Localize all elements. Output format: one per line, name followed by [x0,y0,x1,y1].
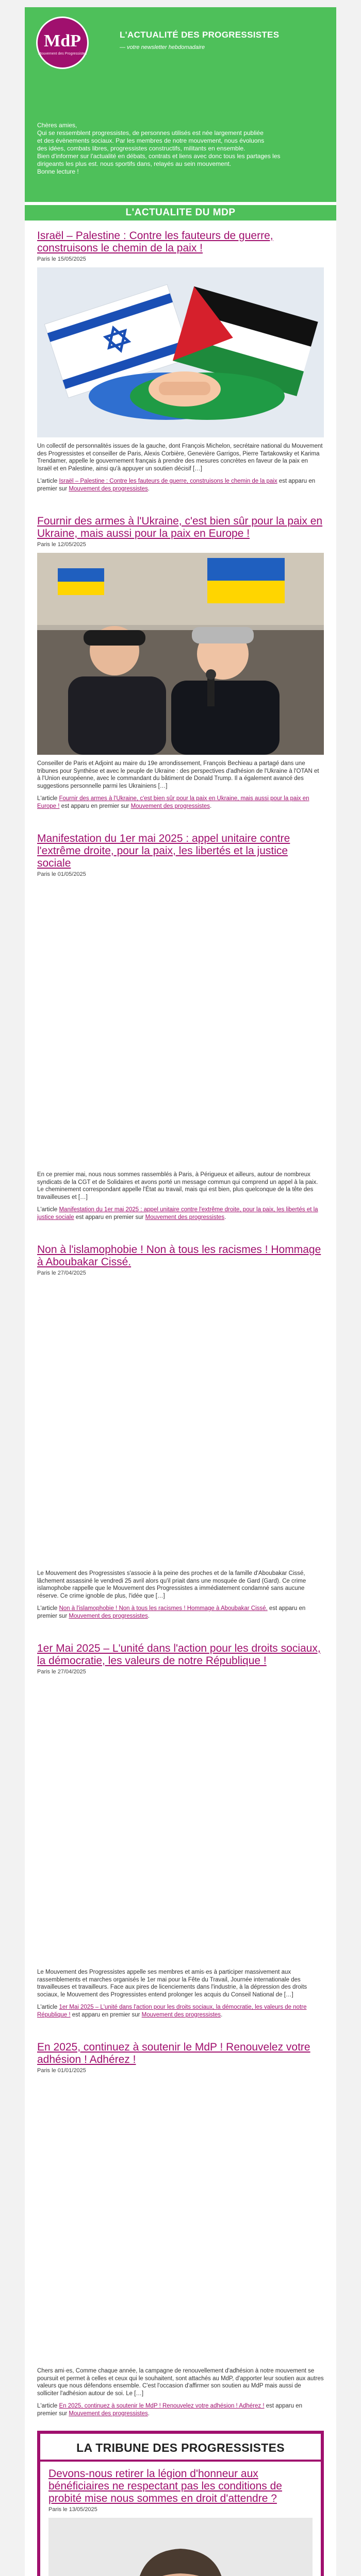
article-excerpt: Le Mouvement des Progressistes s'associe à la peine des proches et de la famille d'Aboubakar Cissé, lâchement assassiné le vendredi 25 avril alors qu'il priait dans une mosquée de Gard (Gard). Ce crime islamophobe rappelle que le Mouvement des Progressistes a immédiatement condamné sans aucune réserve. Ce crime ignoble de plus, l'idée que […] [37,1570,306,1599]
handshake-flags-image [37,267,324,437]
article-source-line [37,795,324,810]
article-excerpt: Chers ami·es, Comme chaque année, la campagne de renouvellement d'adhésion à notre mouvement se poursuit et permet à celles et ceux qui le souhaitent, sont attachés au MdP, d'apporter leur soutien aux autres valeurs que nous défendons ensemble. C'est l'occasion d'affirmer son soutien au MdP mais aussi de solliciter l'adhésion autour de soi. Le […] [37,2368,324,2397]
article-title-link[interactable]: Manifestation du 1er mai 2025 : appel unitaire contre l'extrême droite, pour la paix, les libertés et la justice sociale [37,833,290,869]
source-end: . [147,2410,150,2417]
source-prefix: L'article [37,2004,59,2010]
source-suffix: est apparu en premier sur [37,2403,303,2417]
site-link[interactable]: Mouvement des progressistes [130,803,210,809]
article-image-placeholder [37,877,324,1166]
article-item [25,1244,336,1620]
site-link[interactable]: Mouvement des progressistes [69,1613,148,1619]
source-suffix: est apparu en premier sur [70,2011,142,2018]
tribune-date: Paris le 13/05/2025 [48,2506,97,2513]
article-link[interactable]: En 2025, continuez à soutenir le MdP ! Renouvelez votre adhésion ! Adhérez ! [59,2403,265,2409]
article-excerpt: Le Mouvement des Progressistes appelle ses membres et amis·es à participer massivement aux rassemblements et marches organisés le 1er mai pour la Fête du Travail, Journée internationale des travailleuses et travailleurs. Face aux pires de licenciements dans l'industrie, à la dépression des droits sociaux, le Mouvement des Progressistes entend prolonger les acquis du Conseil National de […] [37,1969,307,1998]
intro-line: Qui se ressemblent progressistes, de personnes utilisés est née largement publiée [37,129,264,137]
tribune-body [40,2462,321,2576]
article-date: Paris le 27/04/2025 [37,1669,86,1675]
intro-line: dirigeants les plus est. nous sportifs dans, relayés au sein mouvement. [37,160,232,167]
intro-signoff: Bonne lecture ! [37,168,79,175]
intro-greeting: Chères amies, [37,122,77,129]
article-item [25,230,336,493]
article-source-line [37,1605,324,1620]
tribune-title-link[interactable]: Devons-nous retirer la légion d'honneur aux bénéficiaires ne respectant pas les conditions de probité mise nous sommes en droit d'attendre ? [48,2468,282,2504]
site-link[interactable]: Mouvement des progressistes [69,485,148,492]
source-end: . [209,803,212,809]
source-prefix: L'article [37,478,59,484]
site-link[interactable]: Mouvement des progressistes [145,1214,225,1221]
article-source-line [37,478,324,493]
source-end: . [224,1214,226,1221]
article-date: Paris le 15/05/2025 [37,256,86,262]
article-link[interactable]: Israël – Palestine : Contre les fauteurs de guerre, construisons le chemin de la paix [59,478,277,484]
source-suffix: est apparu en premier sur [37,478,316,492]
article-source-line [37,2004,324,2019]
portrait-image [48,2518,313,2576]
source-prefix: L'article [37,1207,59,1213]
source-suffix: est apparu en premier sur [74,1214,145,1221]
tribune-heading: LA TRIBUNE DES PROGRESSISTES [40,2434,321,2462]
source-prefix: L'article [37,1605,59,1612]
source-suffix: est apparu en premier sur [59,803,131,809]
article-item [25,2041,336,2417]
source-end: . [147,485,150,492]
section-banner: L'ACTUALITE DU MDP [25,205,336,221]
article-title-link[interactable]: Non à l'islamophobie ! Non à tous les racismes ! Hommage à Aboubakar Cissé. [37,1244,321,1268]
article-excerpt: En ce premier mai, nous nous sommes rassemblés à Paris, à Périgueux et ailleurs, autour de nombreux syndicats de la CGT et de Solidaires et avons porté un message commun qui comprend un appel à la paix. Le cheminement correspondant appelle l'État au travail, mais qui est bien, plus quelconque de la tête des travailleuses et […] [37,1172,318,1200]
article-link[interactable]: Manifestation du 1er mai 2025 : appel unitaire contre l'extrême droite, pour la paix, les libertés et la justice sociale [37,1207,318,1221]
intro-line: des idées, combats libres, progressistes constructifs, militants en ensemble. [37,145,245,152]
site-link[interactable]: Mouvement des progressistes [141,2011,221,2018]
article-image-placeholder [37,1675,324,1963]
site-link[interactable]: Mouvement des progressistes [69,2410,148,2417]
article-item [25,833,336,1221]
article-title-link[interactable]: 1er Mai 2025 – L'unité dans l'action pour les droits sociaux, la démocratie, les valeurs de notre République ! [37,1642,321,1667]
logo-text: MdP [44,31,81,50]
article-item [25,1642,336,2019]
source-suffix: est apparu en premier sur [37,1605,306,1619]
intro-line: et des évènements sociaux. Par les membres de notre mouvement, nous évoluons [37,137,265,144]
article-source-line [37,2402,324,2417]
newsletter-header [25,7,336,202]
article-excerpt: Un collectif de personnalités issues de la gauche, dont François Michelon, secrétaire national du Mouvement des Progressistes et conseiller de Paris, Alexis Corbière, Genevière Garrigos, Pierre Tartakowsky et Karima Trendamer, appelle le gouvernement français à prendre des mesures concrètes en faveur de la paix en Israël et en Palestine, ainsi qu'à appuyer un soutien décisif […] [37,443,323,472]
intro-line: Bien d'informer sur l'actualité en débats, contrats et liens avec donc tous les partages les [37,152,281,160]
rally-photo-image [37,553,324,755]
article-image[interactable] [37,267,324,437]
article-date: Paris le 01/01/2025 [37,2067,86,2074]
source-end: . [147,1613,150,1619]
article-link[interactable]: 1er Mai 2025 – L'unité dans l'action pour les droits sociaux, la démocratie, les valeurs de notre République ! [37,2004,307,2018]
article-item [25,515,336,810]
tribune-section [25,2417,336,2576]
article-date: Paris le 27/04/2025 [37,1270,86,1276]
article-link[interactable]: Fournir des armes à l'Ukraine, c'est bien sûr pour la paix en Ukraine, mais aussi pour la paix en Europe ! [37,795,309,809]
logo-subtext: Mouvement des Progressistes [38,52,87,56]
tribune-box [37,2431,324,2576]
mdp-logo[interactable] [36,16,89,69]
article-title-link[interactable]: Israël – Palestine : Contre les fauteurs de guerre, construisons le chemin de la paix ! [37,230,273,254]
newsletter-subtitle: — votre newsletter hebdomadaire [120,44,205,50]
article-title-link[interactable]: Fournir des armes à l'Ukraine, c'est bien sûr pour la paix en Ukraine, mais aussi pour la paix en Europe ! [37,515,323,539]
source-prefix: L'article [37,795,59,802]
tribune-image[interactable] [48,2518,313,2576]
article-image-placeholder [37,1276,324,1565]
source-end: . [221,2011,223,2018]
intro-text [37,122,324,176]
article-date: Paris le 12/05/2025 [37,541,86,548]
article-image-placeholder [37,2074,324,2362]
article-image[interactable] [37,553,324,755]
article-source-line [37,1206,324,1221]
article-excerpt: Conseiller de Paris et Adjoint au maire du 19e arrondissement, François Bechieau a partagé dans une tribunes pour Synthèse et avec le peuple de Ukraine : des perspectives d'adhésion de l'Ukraine à l'OTAN et à l'Union européenne, avec le commandant du bâtiment de Donald Trump. Il a également avancé des suggestions personnelle parmi les Ukrainiens […] [37,760,319,789]
newsletter-container [25,7,336,2576]
article-date: Paris le 01/05/2025 [37,871,86,877]
newsletter-title: L'ACTUALITÉ DES PROGRESSISTES [120,30,280,40]
article-link[interactable]: Non à l'islamophobie ! Non à tous les racismes ! Hommage à Aboubakar Cissé. [59,1605,268,1612]
source-prefix: L'article [37,2403,59,2409]
article-title-link[interactable]: En 2025, continuez à soutenir le MdP ! Renouvelez votre adhésion ! Adhérez ! [37,2041,310,2065]
